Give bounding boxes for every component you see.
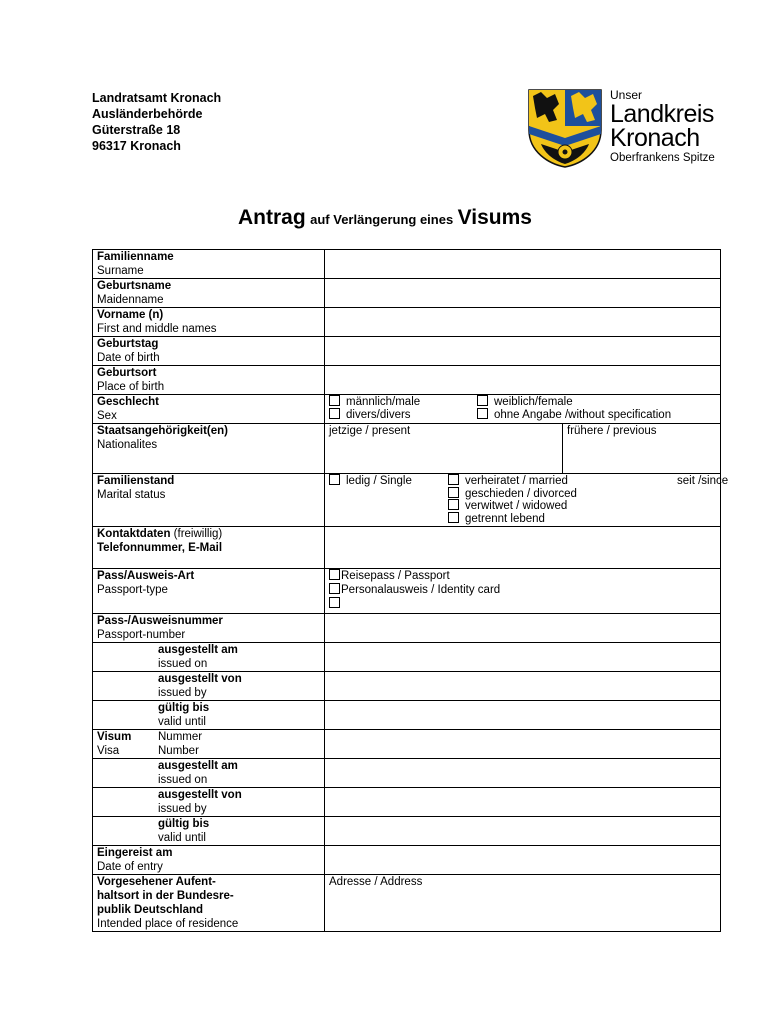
label-en: Intended place of residence — [97, 918, 239, 930]
label-geburtstag — [93, 337, 325, 366]
label-en: Nationalites — [97, 439, 158, 451]
authority-address — [92, 90, 221, 154]
label-number-en: Number — [158, 745, 199, 757]
label-en: Passport-type — [97, 584, 168, 596]
coat-of-arms-icon — [527, 88, 603, 168]
title-antrag: Antrag — [238, 206, 306, 229]
label-en: issued by — [158, 687, 207, 699]
label-de: ausgestellt am — [158, 760, 238, 772]
label-de: Geschlecht — [97, 396, 159, 408]
label-optional: (freiwillig) — [170, 528, 223, 540]
label-de: Geburtsname — [97, 280, 172, 292]
row-intended-residence — [93, 875, 721, 932]
marital-options — [325, 474, 729, 527]
title-visums: Visums — [457, 206, 532, 229]
checkbox-female[interactable] — [477, 395, 488, 406]
label-nationality — [93, 424, 325, 474]
passport-type-options — [325, 569, 721, 614]
option-no-specification[interactable] — [477, 408, 671, 422]
checkbox-single[interactable] — [329, 474, 340, 485]
input-passport-issued-on[interactable] — [325, 643, 721, 672]
checkbox-identity-card[interactable] — [329, 583, 340, 594]
row-passport-number — [93, 614, 721, 643]
address-line: Güterstraße 18 — [92, 123, 181, 137]
label-visa-number — [93, 730, 325, 759]
label-en: Date of birth — [97, 352, 160, 364]
input-date-of-entry[interactable] — [325, 846, 721, 875]
input-visa-issued-on[interactable] — [325, 759, 721, 788]
input-familienname[interactable] — [325, 250, 721, 279]
row-contact — [93, 527, 721, 569]
row-passport-issued-on — [93, 643, 721, 672]
label-de-line1: Vorgesehener Aufent- — [97, 876, 216, 888]
input-nationality-present[interactable] — [325, 424, 563, 474]
label-de-line2: haltsort in der Bundesre- — [97, 890, 234, 902]
input-visa-number[interactable] — [325, 730, 721, 759]
page-title — [0, 206, 770, 230]
label-en: valid until — [158, 716, 206, 728]
label-de: Pass-/Ausweisnummer — [97, 615, 223, 627]
logo-landkreis: Landkreis — [610, 100, 714, 128]
option-male[interactable] — [329, 395, 420, 409]
landkreis-logo — [527, 88, 727, 168]
label-en: Sex — [97, 410, 117, 422]
input-visa-issued-by[interactable] — [325, 788, 721, 817]
option-label: männlich/male — [346, 396, 421, 408]
option-divers[interactable] — [329, 408, 411, 422]
row-visa-issued-by — [93, 788, 721, 817]
checkbox-divorced[interactable] — [448, 487, 459, 498]
label-geburtsort — [93, 366, 325, 395]
row-vorname — [93, 308, 721, 337]
label-de: gültig bis — [158, 702, 210, 714]
label-en: First and middle names — [97, 323, 217, 335]
checkbox-passport[interactable] — [329, 569, 340, 580]
option-label: weiblich/female — [494, 396, 573, 408]
option-label: divers/divers — [346, 409, 411, 421]
checkbox-no-specification[interactable] — [477, 408, 488, 419]
row-geburtsname — [93, 279, 721, 308]
sex-options — [325, 395, 721, 424]
label-de: Staatsangehörigkeit(en) — [97, 425, 228, 437]
since-label: seit /since — [677, 475, 729, 487]
label-contact-line2: Telefonnummer, E-Mail — [97, 542, 223, 554]
address-line: Ausländerbehörde — [92, 107, 203, 121]
option-label: geschieden / divorced — [465, 487, 577, 500]
row-nationality — [93, 424, 721, 474]
label-de: Familienstand — [97, 475, 175, 487]
label-en: Maidenname — [97, 294, 164, 306]
label-de: gültig bis — [158, 818, 210, 830]
application-form — [92, 249, 729, 932]
label-familienname — [93, 250, 325, 279]
label-en: valid until — [158, 832, 206, 844]
option-identity-card[interactable] — [329, 583, 716, 597]
label-contact — [93, 527, 325, 569]
label-marital-status — [93, 474, 325, 527]
input-passport-issued-by[interactable] — [325, 672, 721, 701]
label-en: Surname — [97, 265, 144, 277]
logo-kronach: Kronach — [610, 124, 700, 152]
label-de: ausgestellt von — [158, 673, 242, 685]
label-en: Place of birth — [97, 381, 165, 393]
input-geburtstag[interactable] — [325, 337, 721, 366]
label-de: Vorname (n) — [97, 309, 164, 321]
row-date-of-entry — [93, 846, 721, 875]
label-geburtsname — [93, 279, 325, 308]
row-passport-valid-until — [93, 701, 721, 730]
option-passport[interactable] — [329, 569, 716, 583]
label-visa-en: Visa — [97, 745, 120, 757]
label-en: Passport-number — [97, 629, 186, 641]
label-de-line3: publik Deutschland — [97, 904, 204, 916]
row-marital-status — [93, 474, 721, 527]
row-geburtstag — [93, 337, 721, 366]
label-visa-valid-until — [93, 817, 325, 846]
label-de: Geburtsort — [97, 367, 157, 379]
label-en: issued by — [158, 803, 207, 815]
option-female[interactable] — [477, 395, 573, 409]
label-de: Kontaktdaten — [97, 528, 171, 540]
label-visa-issued-by — [93, 788, 325, 817]
input-contact[interactable] — [325, 527, 721, 569]
row-geschlecht — [93, 395, 721, 424]
label-de: Geburtstag — [97, 338, 159, 350]
input-passport-valid-until[interactable] — [325, 701, 721, 730]
row-familienname — [93, 250, 721, 279]
logo-unser: Unser — [610, 88, 643, 102]
checkbox-married[interactable] — [448, 474, 459, 485]
option-single[interactable] — [329, 474, 412, 488]
title-middle: auf Verlängerung eines — [310, 212, 454, 227]
checkbox-widowed[interactable] — [448, 499, 459, 510]
option-label: verwitwet / widowed — [465, 500, 568, 512]
label-en: Marital status — [97, 489, 166, 501]
label-number-de: Nummer — [158, 731, 203, 743]
present-label: jetzige / present — [329, 425, 411, 437]
option-label: Personalausweis / Identity card — [341, 584, 501, 596]
label-date-of-entry — [93, 846, 325, 875]
label-passport-number — [93, 614, 325, 643]
label-passport-issued-on — [93, 643, 325, 672]
label-de: ausgestellt am — [158, 644, 238, 656]
label-en: issued on — [158, 658, 208, 670]
row-visa-valid-until — [93, 817, 721, 846]
option-label: ohne Angabe /without specification — [494, 409, 672, 421]
option-label: ledig / Single — [346, 475, 412, 487]
label-geschlecht — [93, 395, 325, 424]
checkbox-divers[interactable] — [329, 408, 340, 419]
input-geburtsort[interactable] — [325, 366, 721, 395]
input-vorname[interactable] — [325, 308, 721, 337]
label-visa-issued-on — [93, 759, 325, 788]
row-visa-number — [93, 730, 721, 759]
option-label: verheiratet / married — [465, 475, 568, 487]
input-geburtsname[interactable] — [325, 279, 721, 308]
label-passport-type — [93, 569, 325, 614]
input-passport-number[interactable] — [325, 614, 721, 643]
label-de: Pass/Ausweis-Art — [97, 570, 195, 582]
address-line: 96317 Kronach — [92, 139, 181, 153]
input-visa-valid-until[interactable] — [325, 817, 721, 846]
label-passport-valid-until — [93, 701, 325, 730]
address-label: Adresse / Address — [329, 876, 423, 888]
checkbox-other[interactable] — [329, 597, 340, 608]
input-intended-residence[interactable] — [325, 875, 721, 932]
option-label: Reisepass / Passport — [341, 570, 450, 582]
row-passport-type — [93, 569, 721, 614]
label-vorname — [93, 308, 325, 337]
label-intended-residence — [93, 875, 325, 932]
checkbox-separated[interactable] — [448, 512, 459, 523]
label-de: ausgestellt von — [158, 789, 242, 801]
option-other[interactable] — [329, 597, 716, 611]
option-label: getrennt lebend — [465, 512, 545, 525]
logo-text — [610, 88, 715, 165]
label-en: issued on — [158, 774, 208, 786]
row-passport-issued-by — [93, 672, 721, 701]
logo-tagline: Oberfrankens Spitze — [610, 152, 715, 164]
label-visa-de: Visum — [97, 731, 132, 743]
previous-label: frühere / previous — [567, 425, 657, 437]
label-de: Eingereist am — [97, 847, 173, 859]
label-de: Familienname — [97, 251, 174, 263]
address-line: Landratsamt Kronach — [92, 91, 222, 105]
option-separated[interactable] — [448, 512, 545, 526]
checkbox-male[interactable] — [329, 395, 340, 406]
row-visa-issued-on — [93, 759, 721, 788]
label-passport-issued-by — [93, 672, 325, 701]
label-en: Date of entry — [97, 861, 163, 873]
row-geburtsort — [93, 366, 721, 395]
input-nationality-previous[interactable] — [563, 424, 721, 474]
